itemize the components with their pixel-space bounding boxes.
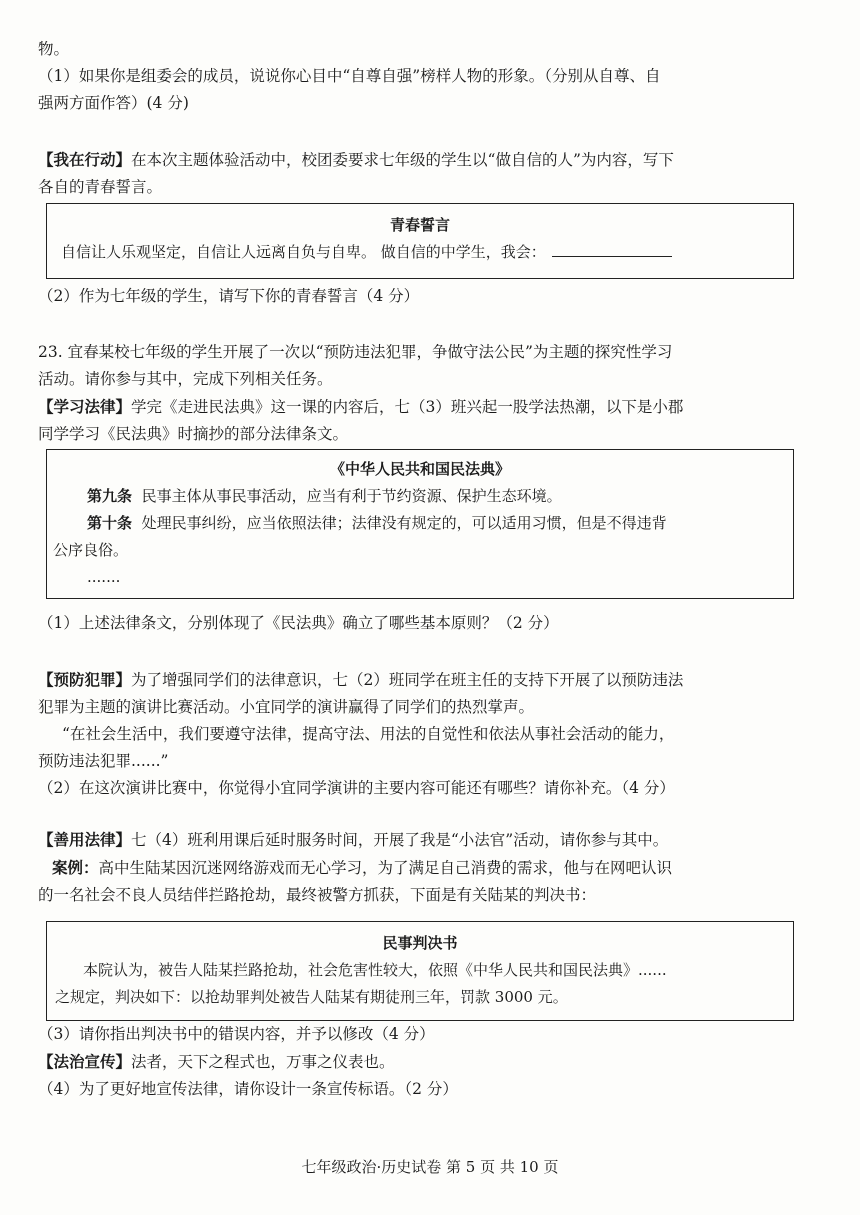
text-line: 学完《走进民法典》这一课的内容后，七（3）班兴起一股学法热潮，以下是小郡 [131,398,684,416]
final-section [38,1021,802,1103]
section-tag: 【善用法律】 [38,830,132,849]
text-line: 公序良俗。 [53,541,129,559]
box-title: 《中华人民共和国民法典》 [329,460,510,478]
text-line: 物。 [38,40,70,58]
case-label: 案例： [52,858,99,877]
question-1-cont: 强两方面作答）(4 分) [38,94,189,112]
article-label: 第十条 [87,514,133,532]
question-23 [38,339,802,448]
use-law-section [38,826,802,909]
text-line: 处理民事纠纷，应当依照法律；法律没有规定的，可以适用习惯，但是不得违背 [141,514,667,532]
ellipsis: ....... [87,568,121,586]
text-line: 同学学习《民法典》时摘抄的部分法律条文。 [38,425,349,443]
answer-blank[interactable] [552,242,672,257]
text-line: 活动。请你参与其中，完成下列相关任务。 [38,370,333,388]
article-9 [47,483,793,510]
question-23-4: （4）为了更好地宣传法律，请你设计一条宣传标语。（2 分） [38,1080,458,1098]
text-line: 的一名社会不良人员结伴拦路抢劫，最终被警方抓获，下面是有关陆某的判决书： [38,886,597,904]
box-title: 民事判决书 [382,934,458,952]
question-23-2: （2）在这次演讲比赛中，你觉得小宜同学演讲的主要内容可能还有哪些？请你补充。（4 分） [38,779,675,797]
youth-pledge-box [46,203,794,279]
text-line: 之规定，判决如下：以抢劫罪判处被告人陆某有期徒刑三年，罚款 3000 元。 [55,988,568,1006]
article-10 [47,510,793,537]
text-line: 23. 宜春某校七年级的学生开展了一次以“预防违法犯罪，争做守法公民”为主题的探究性学习 [38,343,673,361]
text-line: 自信让人乐观坚定，自信让人远离自负与自卑。 做自信的中学生，我会： [61,243,546,261]
text-line: 民事主体从事民事活动，应当有利于节约资源、保护生态环境。 [141,487,562,505]
text-line: 在本次主题体验活动中，校团委要求七年级的学生以“做自信的人”为内容，写下 [131,151,674,169]
text-line: 法者，天下之程式也，万事之仪表也。 [131,1053,395,1071]
speech-quote: “在社会生活中，我们要遵守法律，提高守法、用法的自觉性和依法从事社会活动的能力， [62,725,675,743]
top-section [38,36,802,117]
page-footer: 七年级政治·历史试卷 第 5 页 共 10 页 [301,1158,559,1176]
text-line: 本院认为，被告人陆某拦路抢劫，社会危害性较大，依照《中华人民共和国民法典》...... [83,961,667,979]
section-tag: 【我在行动】 [38,150,132,169]
section-tag: 【法治宣传】 [38,1052,132,1071]
question-23-3: （3）请你指出判决书中的错误内容，并予以修改（4 分） [38,1025,435,1043]
judgment-box [46,921,794,1021]
section-tag: 【预防犯罪】 [38,670,132,689]
text-line: 为了增强同学们的法律意识，七（2）班同学在班主任的支持下开展了以预防违法 [131,671,684,689]
text-line: 七（4）班利用课后延时服务时间，开展了我是“小法官”活动，请你参与其中。 [131,831,669,849]
question-23-1: （1）上述法律条文，分别体现了《民法典》确立了哪些基本原则？（2 分） [38,614,559,632]
prevent-section [38,666,802,802]
speech-quote-cont: 预防违法犯罪......” [38,752,169,770]
box-text [47,239,793,266]
action-section [38,146,802,201]
text-line: 各自的青春誓言。 [38,178,163,196]
text-line: 犯罪为主题的演讲比赛活动。小宜同学的演讲赢得了同学们的热烈掌声。 [38,698,535,716]
civil-code-box [46,449,794,599]
article-label: 第九条 [87,487,133,505]
question-2: （2）作为七年级的学生，请写下你的青春誓言（4 分） [38,287,420,305]
text-line: （1）如果你是组委会的成员，说说你心目中“自尊自强”榜样人物的形象。（分别从自尊、自 [38,67,661,85]
section-tag: 【学习法律】 [38,397,132,416]
question-1 [38,63,802,90]
box-title: 青春誓言 [389,216,450,234]
text-line: 高中生陆某因沉迷网络游戏而无心学习，为了满足自己消费的需求，他与在网吧认识 [98,859,673,877]
